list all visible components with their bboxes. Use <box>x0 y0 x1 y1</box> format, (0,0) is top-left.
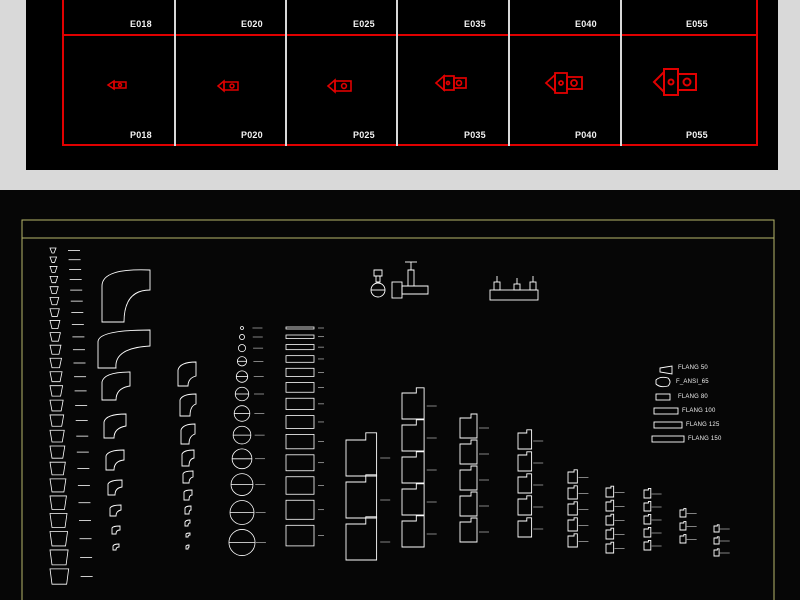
table-row-divider <box>62 34 758 36</box>
flange-label: FLANG 80 <box>678 394 708 400</box>
tee-fitting <box>402 388 424 419</box>
flange-label: FLANG 100 <box>682 408 716 414</box>
pipe-segment-rect <box>286 500 314 519</box>
valve-symbol-top <box>371 262 428 298</box>
tee-fitting <box>460 518 477 542</box>
tee-fitting <box>680 509 686 517</box>
tee-fitting <box>568 534 577 547</box>
pipe-section-circle <box>238 345 245 352</box>
reducer-symbol <box>50 532 68 546</box>
tee-fitting <box>460 466 477 490</box>
reducer-symbol <box>50 298 59 305</box>
cell-label-e020: E020 <box>241 19 263 29</box>
pipe-symbol-p018 <box>106 78 130 92</box>
reducer-symbol <box>50 430 64 442</box>
tee-fitting <box>518 496 532 515</box>
flange-label: F_ANSI_65 <box>676 379 709 385</box>
tee-fitting <box>402 452 424 483</box>
top-drawing-panel <box>26 0 778 170</box>
cell-label-p040: P040 <box>575 130 597 140</box>
flange-label: FLANG 125 <box>686 422 720 428</box>
pipe-segment-rect <box>286 345 314 350</box>
pipe-symbol-p020 <box>216 78 242 94</box>
reducer-symbol <box>50 287 58 294</box>
reducer-symbol <box>50 266 57 272</box>
tee-fitting <box>346 517 377 560</box>
tee-fitting <box>606 528 614 539</box>
tee-fitting <box>518 430 532 449</box>
drawing-outer-frame <box>22 220 774 600</box>
pipe-symbol-p040 <box>544 70 584 96</box>
reducer-symbol <box>50 333 60 342</box>
reducer-symbol <box>50 400 63 411</box>
table-column-divider <box>285 0 287 146</box>
pipe-symbol-p035 <box>434 72 468 94</box>
pipe-segment-rect <box>286 398 314 409</box>
reducer-symbol <box>50 309 59 317</box>
tee-fitting <box>680 522 686 530</box>
tee-fitting <box>714 549 719 556</box>
cell-label-e025: E025 <box>353 19 375 29</box>
pipe-symbol-p055 <box>652 66 698 98</box>
tee-fitting <box>680 535 686 543</box>
pipe-segment-rect <box>286 416 314 429</box>
flange-group <box>652 366 684 442</box>
reducer-symbol <box>50 345 61 354</box>
cell-label-p055: P055 <box>686 130 708 140</box>
cell-label-p020: P020 <box>241 130 263 140</box>
pipe-segment-rect <box>286 368 314 376</box>
tee-fitting <box>402 484 424 515</box>
flange-label: FLANG 50 <box>678 365 708 371</box>
flange-label: FLANG 150 <box>688 436 722 442</box>
tee-fitting <box>644 540 651 550</box>
pipe-segment-rect <box>286 327 314 329</box>
tee-fitting <box>644 527 651 537</box>
pipe-symbol-p025 <box>326 77 354 95</box>
pipe-section-circle <box>239 334 244 339</box>
cell-label-e055: E055 <box>686 19 708 29</box>
tee-fitting <box>402 420 424 451</box>
reducer-symbol <box>50 496 66 510</box>
tee-fitting <box>346 475 377 518</box>
cell-label-e040: E040 <box>575 19 597 29</box>
table-column-divider <box>620 0 622 146</box>
tee-fitting <box>644 514 651 524</box>
reducer-symbol <box>50 479 66 492</box>
table-column-divider <box>174 0 176 146</box>
tee-fitting <box>714 537 719 544</box>
tee-fitting <box>460 414 477 438</box>
pipe-segment-rect <box>286 356 314 363</box>
reducer-symbol <box>50 386 63 396</box>
pipe-section-circle <box>241 327 244 330</box>
pipe-segment-rect <box>286 525 314 546</box>
tee-fitting <box>568 518 577 531</box>
reducer-symbol <box>50 550 68 565</box>
pipe-segment-rect <box>286 434 314 448</box>
tee-fitting <box>346 433 377 476</box>
tee-fitting <box>518 452 532 471</box>
tee-fitting <box>606 486 614 497</box>
bottom-drawing-panel <box>0 190 800 600</box>
reducer-symbol <box>50 320 60 328</box>
pipe-assembly-top <box>490 276 538 300</box>
pipe-segment-rect <box>286 383 314 393</box>
tee-fitting <box>606 500 614 511</box>
tee-fitting <box>568 502 577 515</box>
tee-fitting <box>402 516 424 547</box>
tee-fitting <box>568 470 577 483</box>
cell-label-e035: E035 <box>464 19 486 29</box>
tee-fitting <box>568 486 577 499</box>
pipe-segment-rect <box>286 335 314 339</box>
reducer-symbol <box>50 569 69 584</box>
tee-fitting <box>518 474 532 493</box>
cell-label-p025: P025 <box>353 130 375 140</box>
tee-fitting <box>644 501 651 511</box>
pipe-segment-rect <box>286 477 314 495</box>
reducer-symbol <box>50 276 58 282</box>
cell-label-p018: P018 <box>130 130 152 140</box>
tee-fitting <box>606 514 614 525</box>
tee-fitting <box>606 542 614 553</box>
reducer-symbol <box>50 415 64 426</box>
cell-label-p035: P035 <box>464 130 486 140</box>
tee-fitting <box>644 488 651 498</box>
reducer-symbol <box>50 446 65 458</box>
elbow-group-small <box>178 362 196 549</box>
tee-fitting <box>518 518 532 537</box>
reducer-symbol <box>50 372 62 382</box>
tee-fitting <box>460 492 477 516</box>
table-column-divider <box>508 0 510 146</box>
pipe-segment-rect <box>286 455 314 471</box>
tee-fitting <box>460 440 477 464</box>
elbow-group-large <box>98 270 150 550</box>
table-column-divider <box>396 0 398 146</box>
reducer-symbol <box>50 462 65 475</box>
reducer-symbol <box>50 358 62 368</box>
reducer-symbol <box>50 514 67 528</box>
reducer-symbol <box>50 248 56 253</box>
reducer-symbol <box>50 257 57 262</box>
cell-label-e018: E018 <box>130 19 152 29</box>
tee-fitting <box>714 525 719 532</box>
